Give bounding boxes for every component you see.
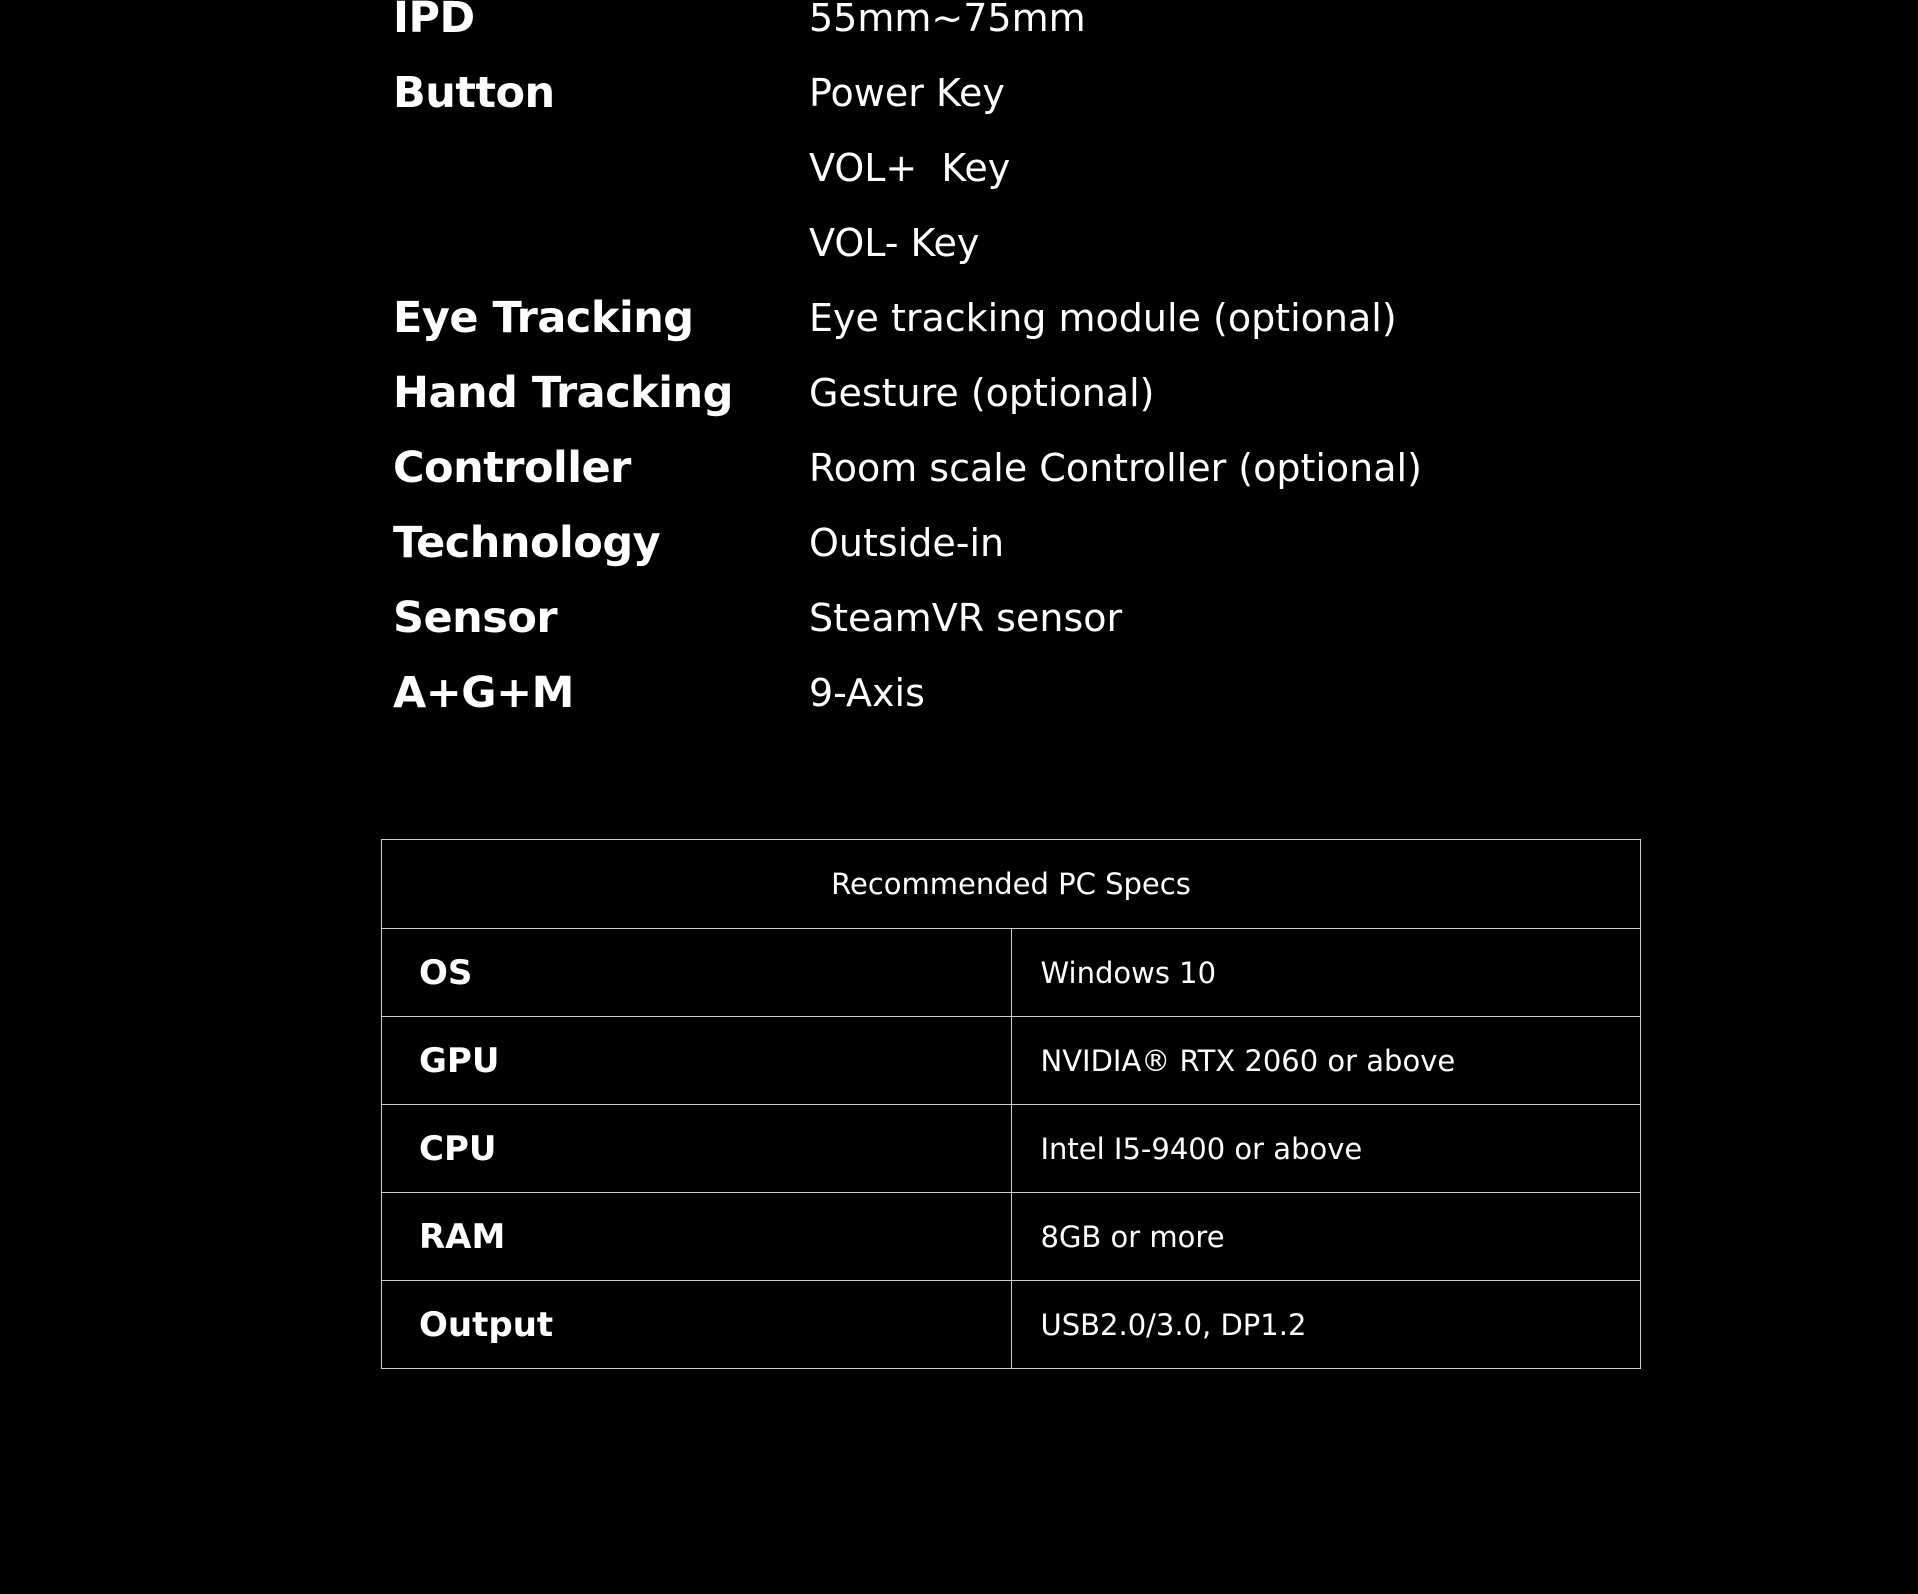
- table-key-ram: RAM: [382, 1193, 1012, 1281]
- table-key-cpu: CPU: [382, 1105, 1012, 1193]
- spec-label: Technology: [393, 518, 661, 568]
- spec-value: SteamVR sensor: [809, 596, 1123, 640]
- spec-row-eye-tracking: [393, 281, 1493, 356]
- spec-row-technology: [393, 506, 1493, 581]
- spec-label: Controller: [393, 443, 631, 493]
- table-value-ram: 8GB or more: [1011, 1193, 1641, 1281]
- recommended-pc-specs-table: [381, 839, 1641, 1369]
- spec-value: VOL+ Key: [809, 146, 1011, 190]
- spec-row-sensor: [393, 581, 1493, 656]
- table-row: [382, 1193, 1641, 1281]
- table-value-os: Windows 10: [1011, 929, 1641, 1017]
- spec-label: Sensor: [393, 593, 558, 643]
- spec-label: Hand Tracking: [393, 368, 733, 418]
- spec-row-agm: [393, 656, 1493, 731]
- table-value-output: USB2.0/3.0, DP1.2: [1011, 1281, 1641, 1369]
- spec-value: Power Key: [809, 71, 1005, 115]
- spec-value: Room scale Controller (optional): [809, 446, 1422, 490]
- spec-list: [393, 0, 1493, 731]
- table-row: [382, 929, 1641, 1017]
- table-title: Recommended PC Specs: [382, 840, 1641, 929]
- table-key-os: OS: [382, 929, 1012, 1017]
- spec-row-button-cont: [393, 206, 1493, 281]
- table-key-output: Output: [382, 1281, 1012, 1369]
- spec-row-ipd: [393, 0, 1493, 56]
- table-value-cpu: Intel I5-9400 or above: [1011, 1105, 1641, 1193]
- spec-value: 55mm~75mm: [809, 0, 1086, 40]
- spec-row-button: [393, 56, 1493, 131]
- spec-label: A+G+M: [393, 668, 574, 718]
- table-row: [382, 1017, 1641, 1105]
- table-header-row: [382, 840, 1641, 929]
- spec-value: VOL- Key: [809, 221, 980, 265]
- table-row: [382, 1105, 1641, 1193]
- spec-label: Button: [393, 68, 555, 118]
- spec-value: 9-Axis: [809, 671, 925, 715]
- spec-row-controller: [393, 431, 1493, 506]
- spec-value: Outside-in: [809, 521, 1005, 565]
- spec-value: Eye tracking module (optional): [809, 296, 1397, 340]
- table-row: [382, 1281, 1641, 1369]
- spec-value: Gesture (optional): [809, 371, 1155, 415]
- table-value-gpu: NVIDIA® RTX 2060 or above: [1011, 1017, 1641, 1105]
- spec-label: IPD: [393, 0, 475, 43]
- table-key-gpu: GPU: [382, 1017, 1012, 1105]
- spec-row-button-cont: [393, 131, 1493, 206]
- spec-row-hand-tracking: [393, 356, 1493, 431]
- spec-label: Eye Tracking: [393, 293, 694, 343]
